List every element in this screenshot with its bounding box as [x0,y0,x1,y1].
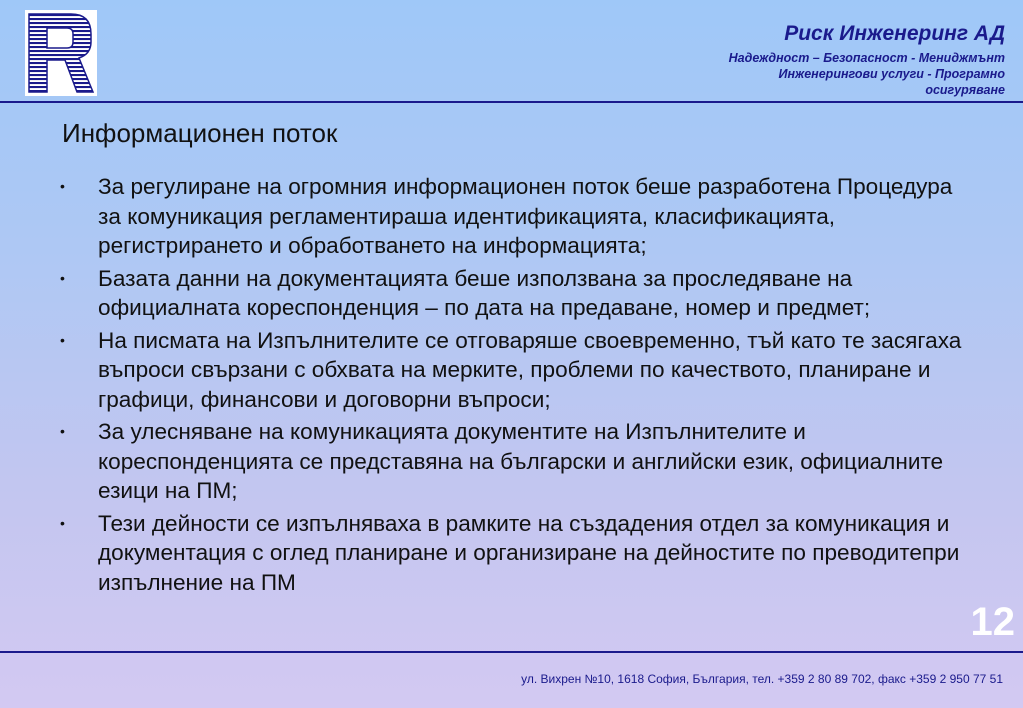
bullet-item [58,326,978,415]
slide-title: Информационен поток [62,118,338,148]
bullet-item [58,264,978,323]
bullet-item [58,417,978,506]
footer-address: ул. Вихрен №10, 1618 София, България, тел. +359 2 80 89 702, факс +359 2 950 77 51 [521,672,1003,686]
bullet-text: На писмата на Изпълнителите се отговаряше своевременно, тъй като те засягаха въпроси свързани с обхвата на мерките, проблеми по качеството, планиране и графици, финансови и договорни въпроси; [98,327,962,412]
company-header [729,22,1005,98]
bullet-text: За регулиране на огромния информационен поток беше разработена Процедура за комуникация регламентираша идентификацията, класификацията, регистрирането и обработването на информацията; [98,174,953,258]
bullet-dot-icon: • [60,269,65,286]
tagline-line: осигуряване [925,83,1005,97]
bullet-list [58,172,978,600]
company-logo-icon [25,10,97,96]
company-name: Риск Инженеринг АД [784,22,1005,45]
tagline-line: Надеждност – Безопасност - Мениджмънт [728,51,1005,65]
bullet-text: За улесняване на комуникацията документите на Изпълнителите и кореспонденцията се представяна на български и английски език, официалните езици на ПМ; [98,419,944,503]
bullet-dot-icon: • [60,423,65,439]
bullet-item [58,172,978,261]
bullet-text: Тези дейности се изпълняваха в рамките на създадения отдел за комуникация и документация с оглед планиране и организиране на дейностите по преводитепри изпълнение на ПМ [98,510,960,595]
header-divider [0,101,1023,103]
bullet-dot-icon: • [60,331,65,348]
company-tagline [729,50,1005,98]
bullet-dot-icon: • [60,178,65,194]
bullet-dot-icon: • [60,514,65,531]
bullet-item [58,509,978,598]
tagline-line: Инженерингови услуги - Програмно [778,67,1005,81]
footer-divider [0,651,1023,653]
page-number: 12 [970,600,1015,644]
bullet-text: Базата данни на документацията беше използвана за проследяване на официалната кореспонденция – по дата на предаване, номер и предмет; [98,265,871,320]
